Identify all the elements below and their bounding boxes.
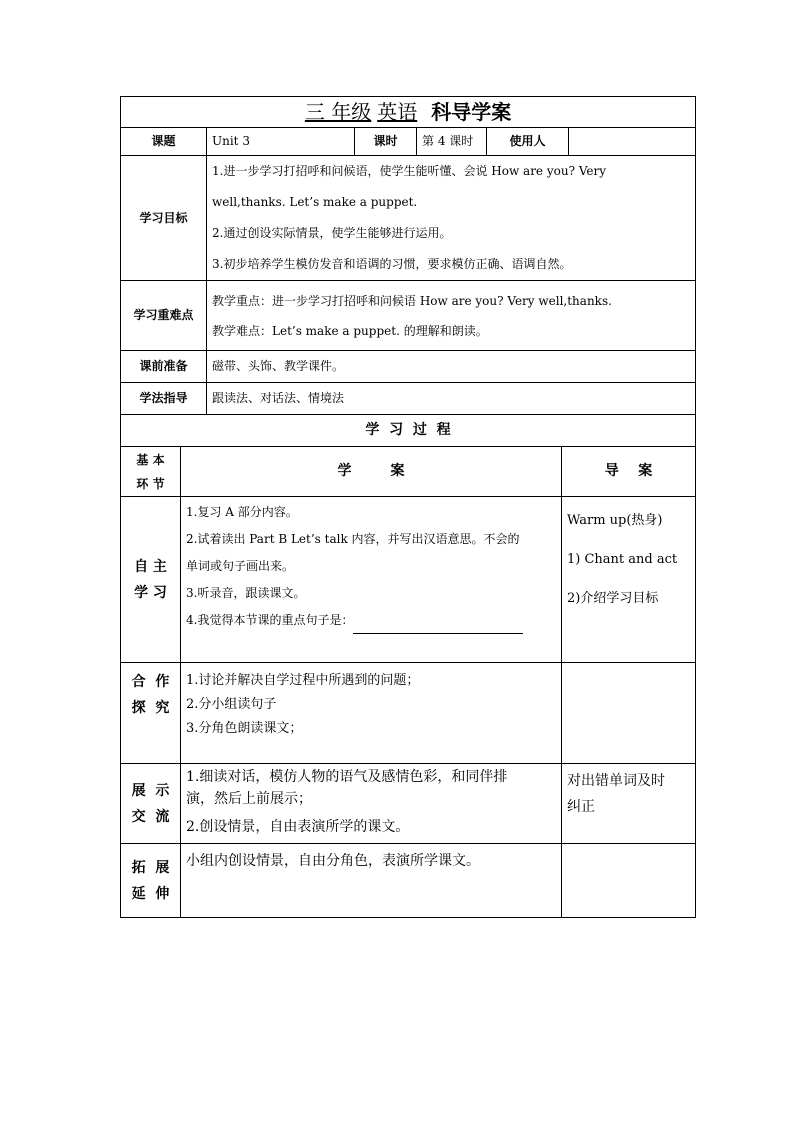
stage-header-line: 基 本 <box>136 452 165 467</box>
study-line: 3.分角色朗读课文； <box>186 721 303 736</box>
stage-header <box>121 447 181 497</box>
study-line: 演，然后上前展示； <box>186 791 312 807</box>
objectives-label: 学习目标 <box>121 156 207 281</box>
user-value <box>569 128 696 156</box>
study-line: 2.创设情景，自由表演所学的课文。 <box>186 819 410 835</box>
process-title: 学 习 过 程 <box>121 415 696 447</box>
topic-label: 课题 <box>121 128 207 156</box>
study-plan-header: 学 案 <box>181 447 562 497</box>
stage-name <box>121 844 181 918</box>
study-line: 3.听录音，跟读课文。 <box>186 586 306 600</box>
lesson-plan-sheet <box>120 96 695 918</box>
method-label: 学法指导 <box>121 383 207 415</box>
stage-name-line: 合 作 <box>131 674 170 690</box>
study-line: 1.细读对话，模仿人物的语气及感情色彩，和同伴排 <box>186 769 508 785</box>
key-points-content <box>207 281 696 351</box>
stage-name-line: 自 主 <box>134 558 167 575</box>
guide-plan-header: 导 案 <box>562 447 696 497</box>
period-value: 第 4 课时 <box>417 128 487 156</box>
stage-name-line: 学 习 <box>134 584 167 601</box>
guide-line: 对出错单词及时 <box>567 773 665 789</box>
study-line: 2.试着读出 Part B Let’s talk 内容，并写出汉语意思。不会的 <box>186 532 520 546</box>
guide-plan-cell <box>562 844 696 918</box>
stage-name <box>121 497 181 663</box>
guide-line: 纠正 <box>567 799 595 815</box>
objective-line: 3.初步培养学生模仿发音和语调的习惯，要求模仿正确、语调自然。 <box>212 257 572 271</box>
subject-label: 英语 <box>377 100 418 124</box>
user-label: 使用人 <box>487 128 569 156</box>
study-plan-cell <box>181 844 562 918</box>
stage-name-line: 延 伸 <box>131 885 170 902</box>
study-plan-cell <box>181 663 562 764</box>
study-line: 单词或句子画出来。 <box>186 559 295 573</box>
guide-line: 1) Chant and act <box>567 552 678 567</box>
grade-label: 三 年级 <box>304 100 372 124</box>
guide-line: Warm up(热身) <box>567 513 663 528</box>
guide-line: 2)介绍学习目标 <box>567 591 659 606</box>
guide-plan-cell <box>562 663 696 764</box>
stage-name-line: 展 示 <box>131 782 170 799</box>
key-point-line: 教学重点：进一步学习打招呼和问候语 How are you? Very well,thanks. <box>212 293 612 308</box>
period-label: 课时 <box>355 128 417 156</box>
preparation-label: 课前准备 <box>121 351 207 383</box>
guide-plan-cell <box>562 497 696 663</box>
page-title <box>121 97 696 128</box>
study-line-with-blank <box>186 607 556 634</box>
stage-name <box>121 764 181 844</box>
study-line: 1.复习 A 部分内容。 <box>186 505 298 519</box>
study-line: 1.讨论并解决自学过程中所遇到的问题； <box>186 673 420 688</box>
preparation-value: 磁带、头饰、教学课件。 <box>207 351 696 383</box>
doc-type-label: 科导学案 <box>431 100 512 124</box>
objective-line: 1.进一步学习打招呼和问候语，使学生能听懂、会说 How are you? Very <box>212 164 607 178</box>
study-plan-cell <box>181 497 562 663</box>
method-value: 跟读法、对话法、情境法 <box>207 383 696 415</box>
study-line: 小组内创设情景，自由分角色，表演所学课文。 <box>186 853 480 869</box>
lesson-info-table <box>120 96 696 415</box>
stage-name-line: 拓 展 <box>131 859 170 876</box>
answer-blank[interactable] <box>353 621 523 634</box>
key-point-line: 教学难点：Let’s make a puppet. 的理解和朗读。 <box>212 323 488 338</box>
key-points-label: 学习重难点 <box>121 281 207 351</box>
process-table <box>120 414 696 918</box>
objective-line: well,thanks. Let’s make a puppet. <box>212 195 418 209</box>
stage-name <box>121 663 181 764</box>
objective-line: 2.通过创设实际情景，使学生能够进行运用。 <box>212 226 452 240</box>
study-plan-cell <box>181 764 562 844</box>
objectives-content <box>207 156 696 281</box>
guide-plan-cell <box>562 764 696 844</box>
stage-name-line: 交 流 <box>131 808 170 825</box>
study-line: 2.分小组读句子 <box>186 697 277 712</box>
topic-value: Unit 3 <box>207 128 355 156</box>
stage-header-line: 环 节 <box>136 476 165 491</box>
study-line: 4.我觉得本节课的重点句子是： <box>186 613 354 627</box>
stage-name-line: 探 究 <box>131 700 170 716</box>
